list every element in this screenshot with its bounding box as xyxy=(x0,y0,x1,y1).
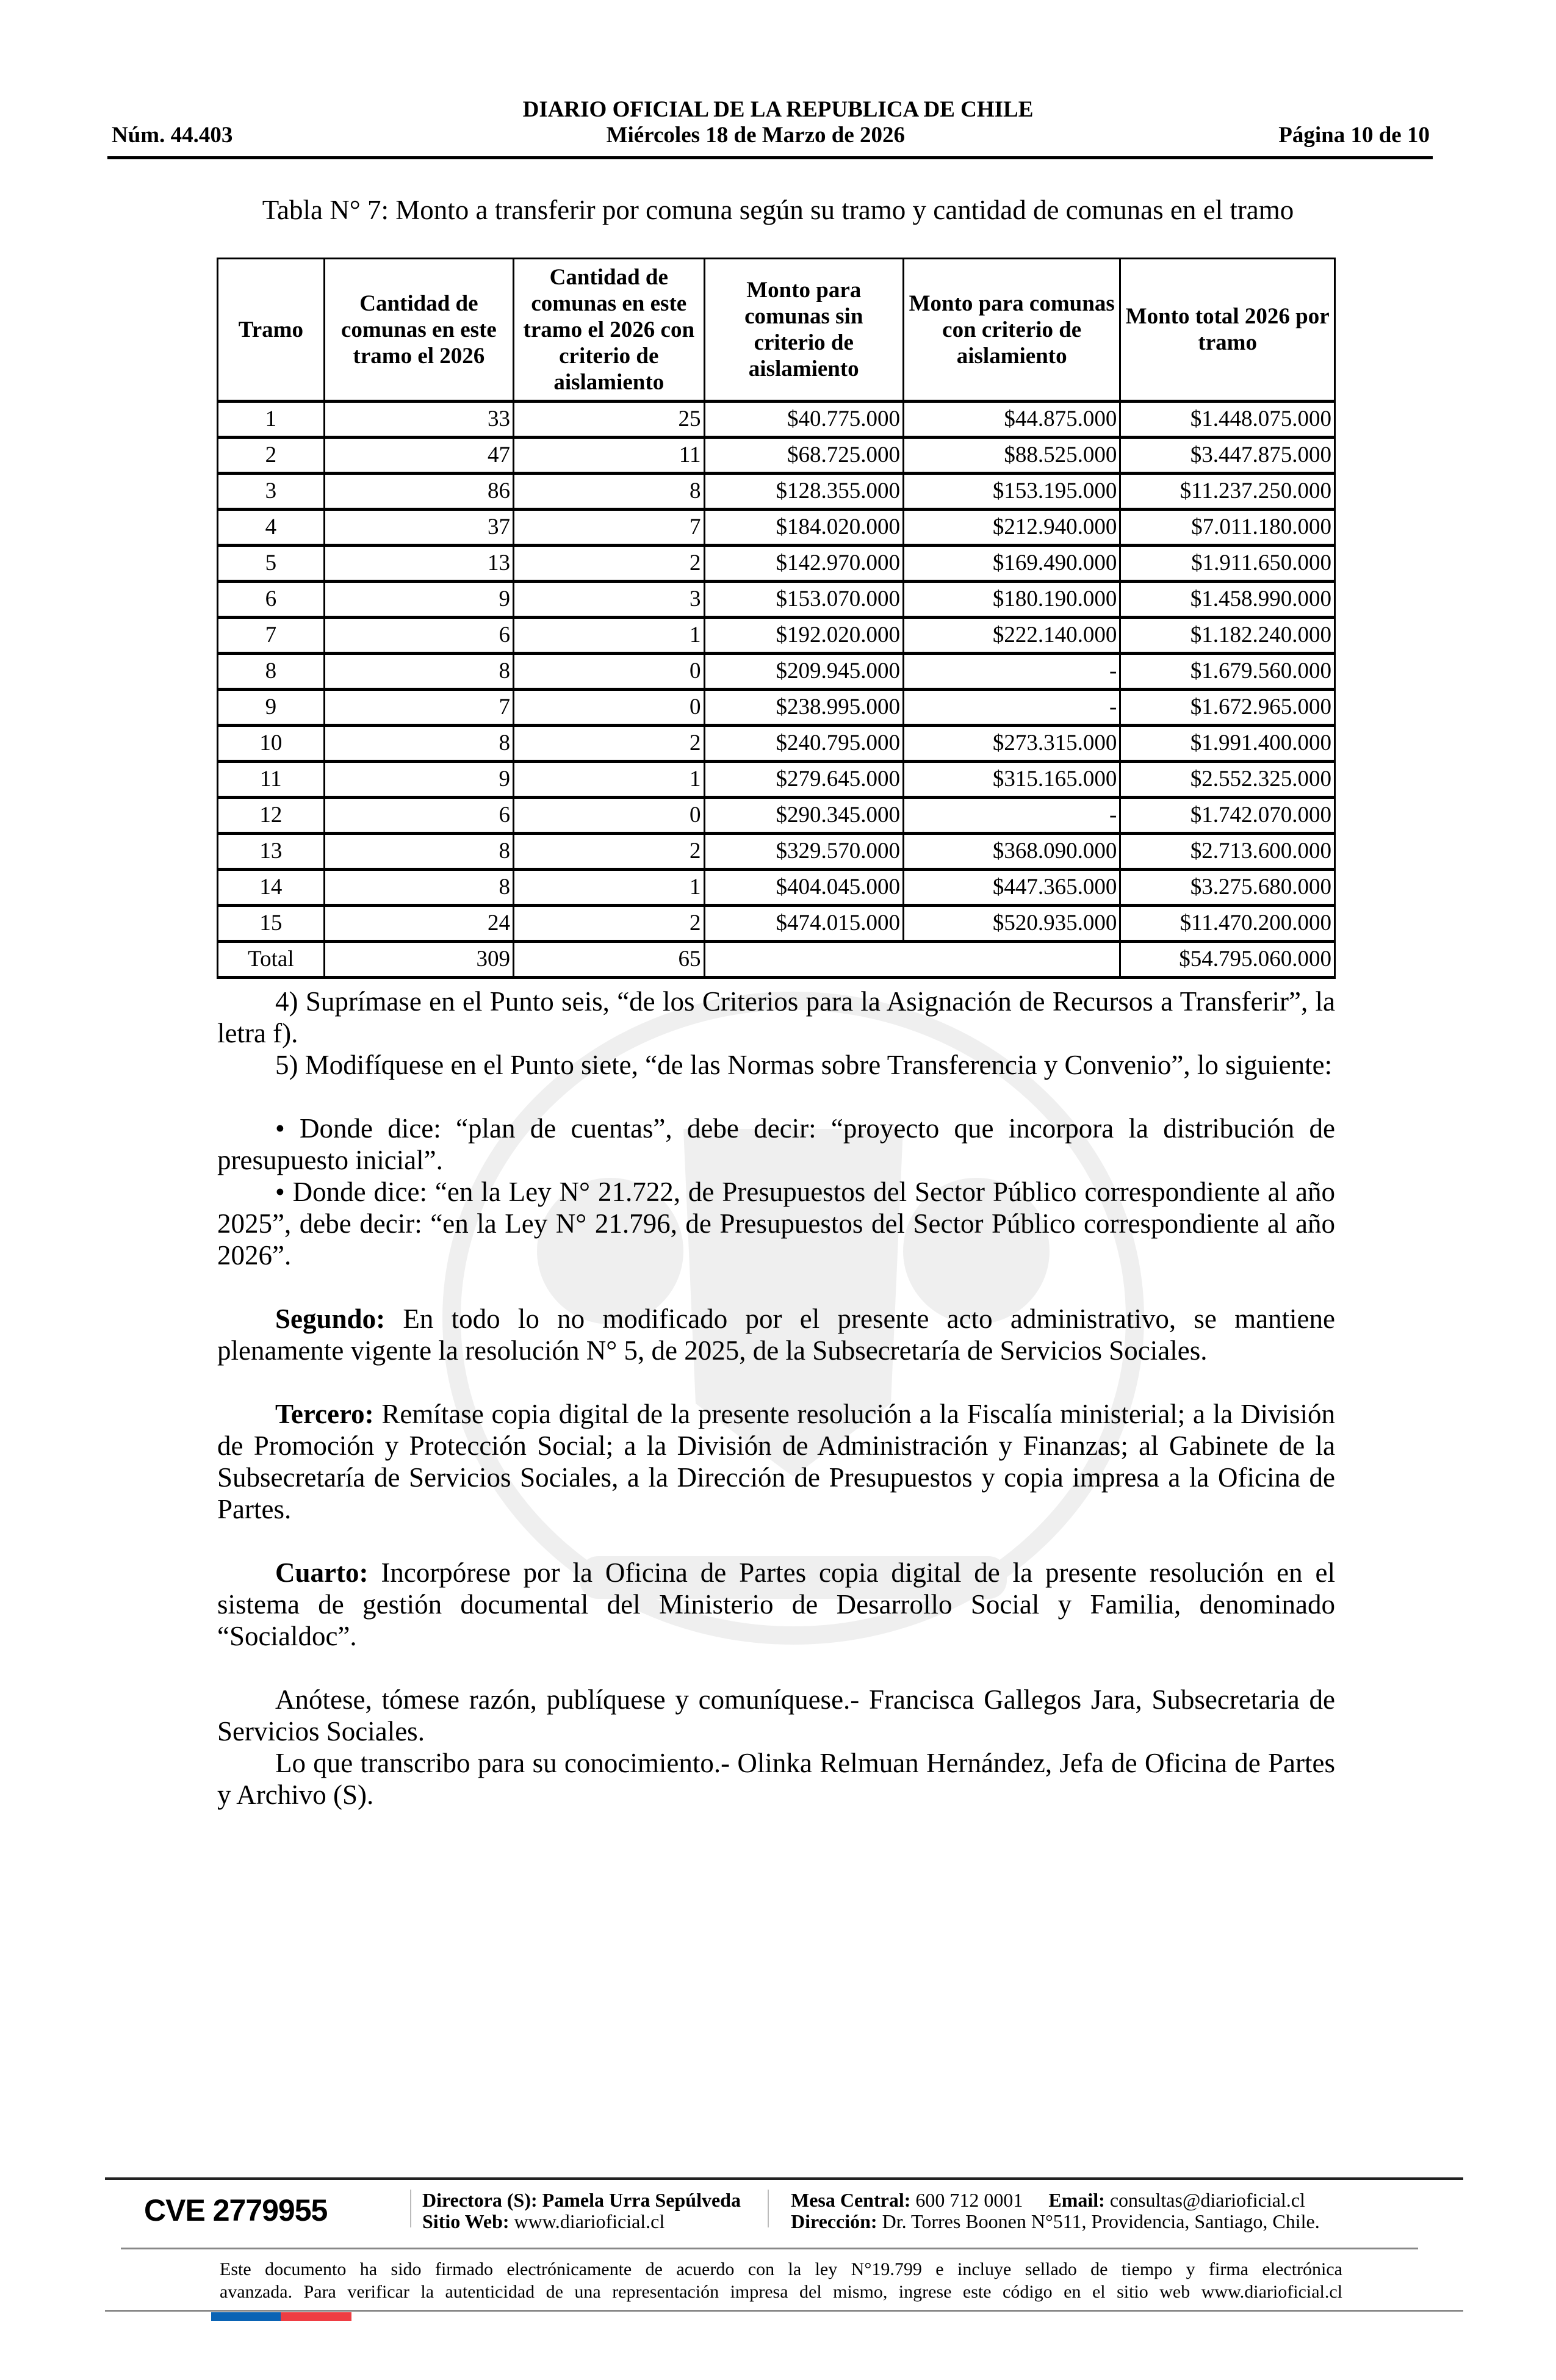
table-cell: 1 xyxy=(514,870,704,906)
table-cell: 1 xyxy=(514,618,704,654)
table-cell: $11.470.200.000 xyxy=(1120,906,1335,942)
table-cell: $447.365.000 xyxy=(904,870,1120,906)
table-cell: 6 xyxy=(218,582,325,618)
table-cell: 9 xyxy=(218,690,325,726)
table-cell: $315.165.000 xyxy=(904,762,1120,798)
table-cell: 14 xyxy=(218,870,325,906)
table-cell: 7 xyxy=(218,618,325,654)
table-cell: $273.315.000 xyxy=(904,726,1120,762)
table-row xyxy=(218,690,1335,726)
table-cell: 10 xyxy=(218,726,325,762)
table-cell: 2 xyxy=(514,546,704,582)
table-cell: 13 xyxy=(324,546,513,582)
table-cell: 86 xyxy=(324,474,513,510)
segundo-label: Segundo: xyxy=(275,1304,386,1334)
table-cell: $209.945.000 xyxy=(704,654,904,690)
table-cell: $238.995.000 xyxy=(704,690,904,726)
table-cell: 6 xyxy=(324,618,513,654)
table-cell: 8 xyxy=(218,654,325,690)
publication-title: DIARIO OFICIAL DE LA REPUBLICA DE CHILE xyxy=(522,97,1034,122)
email-link[interactable]: consultas@diarioficial.cl xyxy=(1104,2189,1305,2211)
table-cell: $40.775.000 xyxy=(704,402,904,438)
segundo-text: En todo lo no modificado por el presente acto administrativo, se mantiene plenamente vigente la resolución N° 5, de 2025, de la Subsecretaría de Servicios Sociales. xyxy=(217,1304,1335,1366)
director-label: Directora (S): xyxy=(422,2189,538,2211)
table-row xyxy=(218,510,1335,546)
header-divider xyxy=(107,156,1433,159)
table-cell: 1 xyxy=(514,762,704,798)
column-header: Monto para comunas con criterio de aislamiento xyxy=(904,259,1120,402)
table-cell: 2 xyxy=(218,438,325,474)
table-row xyxy=(218,726,1335,762)
table-cell: $1.991.400.000 xyxy=(1120,726,1335,762)
footer-separator xyxy=(410,2190,411,2227)
table-cell: $153.070.000 xyxy=(704,582,904,618)
table-cell: $279.645.000 xyxy=(704,762,904,798)
table-cell: $404.045.000 xyxy=(704,870,904,906)
table-cell: $1.672.965.000 xyxy=(1120,690,1335,726)
table-cell: $1.182.240.000 xyxy=(1120,618,1335,654)
header-row xyxy=(112,122,1430,148)
table-cell: $3.447.875.000 xyxy=(1120,438,1335,474)
table-cell: 47 xyxy=(324,438,513,474)
table-cell: 37 xyxy=(324,510,513,546)
cuarto-text: Incorpórese por la Oficina de Partes copia digital de la presente resolución en el sistema de gestión documental del Ministerio de Desarrollo Social y Familia, denominado “Socialdoc”. xyxy=(217,1557,1335,1651)
address-label: Dirección: xyxy=(791,2210,877,2232)
transfer-amounts-table xyxy=(217,258,1336,979)
cuarto-label: Cuarto: xyxy=(275,1557,369,1588)
table-cell: $180.190.000 xyxy=(904,582,1120,618)
footer-divider xyxy=(105,2177,1463,2180)
table-cell: $142.970.000 xyxy=(704,546,904,582)
table-cell: - xyxy=(904,654,1120,690)
table-cell: 1 xyxy=(218,402,325,438)
table-cell: 4 xyxy=(218,510,325,546)
table-cell: 8 xyxy=(514,474,704,510)
table-cell: 8 xyxy=(324,834,513,870)
table-cell: 7 xyxy=(324,690,513,726)
paragraph-segundo xyxy=(217,1303,1335,1366)
legal-line: Este documento ha sido firmado electrónicamente de acuerdo con la ley N°19.799 e incluye sellado de tiempo y firma electrónica xyxy=(220,2259,1342,2279)
column-header: Monto total 2026 por tramo xyxy=(1120,259,1335,402)
table-cell: $88.525.000 xyxy=(904,438,1120,474)
table-cell: $128.355.000 xyxy=(704,474,904,510)
flag-stripe-blue xyxy=(211,2312,281,2321)
table-cell: $1.742.070.000 xyxy=(1120,798,1335,834)
table-row xyxy=(218,618,1335,654)
email-label: Email: xyxy=(1048,2189,1105,2211)
electronic-signature-notice xyxy=(220,2258,1342,2303)
paragraph-item-4: 4) Suprímase en el Punto seis, “de los Criterios para la Asignación de Recursos a Transferir”, la letra f). xyxy=(217,986,1335,1048)
paragraph-item-5: 5) Modifíquese en el Punto siete, “de las Normas sobre Transferencia y Convenio”, lo siguiente: xyxy=(275,1050,1333,1080)
table-row xyxy=(218,762,1335,798)
total-monto: $54.795.060.000 xyxy=(1120,942,1335,978)
column-header: Monto para comunas sin criterio de aislamiento xyxy=(704,259,904,402)
paragraph-tercero xyxy=(217,1398,1335,1525)
footer-director-block xyxy=(422,2190,741,2232)
footer-contact-block xyxy=(791,2190,1320,2232)
column-header: Tramo xyxy=(218,259,325,402)
director-name: Pamela Urra Sepúlveda xyxy=(537,2189,741,2211)
table-cell: 0 xyxy=(514,690,704,726)
table-cell: $184.020.000 xyxy=(704,510,904,546)
table-cell: 7 xyxy=(514,510,704,546)
table-row xyxy=(218,654,1335,690)
table-cell: 8 xyxy=(324,870,513,906)
table-caption: Tabla N° 7: Monto a transferir por comuna según su tramo y cantidad de comunas en el tramo xyxy=(262,195,1294,225)
table-cell: 24 xyxy=(324,906,513,942)
table-cell: 9 xyxy=(324,762,513,798)
table-cell: - xyxy=(904,690,1120,726)
column-header: Cantidad de comunas en este tramo el 2026 con criterio de aislamiento xyxy=(514,259,704,402)
table-row xyxy=(218,906,1335,942)
tercero-text: Remítase copia digital de la presente resolución a la Fiscalía ministerial; a la División de Promoción y Protección Social; a la División de Administración y Finanzas; al Gabinete de la Subsecretaría de Servicios Sociales, a la Dirección de Presupuestos y copia impresa a la Oficina de Partes. xyxy=(217,1399,1335,1524)
legal-line: avanzada. Para verificar la autenticidad de una representación impresa del mismo, ingrese este código en el sitio web www.diarioficial.cl xyxy=(220,2282,1342,2302)
footer-separator xyxy=(768,2190,769,2227)
bullet-ley-presupuestos: • Donde dice: “en la Ley N° 21.722, de Presupuestos del Sector Público correspondiente al año 2025”, debe decir: “en la Ley N° 21.796, de Presupuestos del Sector Público correspondiente al año 2026”. xyxy=(217,1177,1335,1271)
bullet-plan-de-cuentas: • Donde dice: “plan de cuentas”, debe decir: “proyecto que incorpora la distribución de presupuesto inicial”. xyxy=(217,1113,1335,1175)
table-cell: $222.140.000 xyxy=(904,618,1120,654)
table-cell: $2.713.600.000 xyxy=(1120,834,1335,870)
table-cell: $520.935.000 xyxy=(904,906,1120,942)
transcription-note: Lo que transcribo para su conocimiento.- Olinka Relmuan Hernández, Jefa de Oficina de Partes y Archivo (S). xyxy=(217,1748,1335,1810)
table-cell: $474.015.000 xyxy=(704,906,904,942)
phone-label: Mesa Central: xyxy=(791,2189,911,2211)
address: Dr. Torres Boonen N°511, Providencia, Santiago, Chile. xyxy=(877,2210,1320,2232)
table-cell: $290.345.000 xyxy=(704,798,904,834)
table-cell: 8 xyxy=(324,726,513,762)
total-empty-cell xyxy=(704,942,1120,978)
page-number: Página 10 de 10 xyxy=(1278,123,1430,148)
table-row xyxy=(218,582,1335,618)
table-row xyxy=(218,546,1335,582)
table-cell: $212.940.000 xyxy=(904,510,1120,546)
table-cell: 2 xyxy=(514,906,704,942)
total-label: Total xyxy=(218,942,325,978)
table-cell: 33 xyxy=(324,402,513,438)
table-cell: - xyxy=(904,798,1120,834)
tercero-label: Tercero: xyxy=(275,1399,374,1429)
table-cell: 13 xyxy=(218,834,325,870)
publication-date: Miércoles 18 de Marzo de 2026 xyxy=(606,123,906,148)
table-cell: $368.090.000 xyxy=(904,834,1120,870)
resolution-body xyxy=(217,986,1335,1811)
closing-formula: Anótese, tómese razón, publíquese y comuníquese.- Francisca Gallegos Jara, Subsecretaria de Servicios Sociales. xyxy=(217,1684,1335,1747)
table-cell: $1.448.075.000 xyxy=(1120,402,1335,438)
footer-divider xyxy=(121,2248,1418,2249)
total-comunas-aislamiento: 65 xyxy=(514,942,704,978)
table-header-row xyxy=(218,259,1335,402)
table-cell: $192.020.000 xyxy=(704,618,904,654)
paragraph-cuarto xyxy=(217,1557,1335,1652)
flag-stripe-red xyxy=(281,2312,351,2321)
table-cell: $3.275.680.000 xyxy=(1120,870,1335,906)
table-cell: 5 xyxy=(218,546,325,582)
table-cell: $44.875.000 xyxy=(904,402,1120,438)
table-cell: $1.679.560.000 xyxy=(1120,654,1335,690)
table-cell: 11 xyxy=(514,438,704,474)
table-cell: 0 xyxy=(514,654,704,690)
table-cell: $153.195.000 xyxy=(904,474,1120,510)
table-cell: 2 xyxy=(514,834,704,870)
website-label: Sitio Web: xyxy=(422,2210,510,2232)
table-cell: $1.911.650.000 xyxy=(1120,546,1335,582)
table-cell: $1.458.990.000 xyxy=(1120,582,1335,618)
table-cell: 15 xyxy=(218,906,325,942)
column-header: Cantidad de comunas en este tramo el 2026 xyxy=(324,259,513,402)
table-cell: 9 xyxy=(324,582,513,618)
total-comunas: 309 xyxy=(324,942,513,978)
table-cell: $11.237.250.000 xyxy=(1120,474,1335,510)
table-cell: $329.570.000 xyxy=(704,834,904,870)
table-row xyxy=(218,834,1335,870)
table-cell: $169.490.000 xyxy=(904,546,1120,582)
footer-divider xyxy=(105,2310,1463,2312)
table-cell: 2 xyxy=(514,726,704,762)
cve-code: CVE 2779955 xyxy=(144,2193,328,2227)
table-cell: 11 xyxy=(218,762,325,798)
phone-number: 600 712 0001 xyxy=(910,2189,1023,2211)
table-cell: 0 xyxy=(514,798,704,834)
issue-number: Núm. 44.403 xyxy=(112,123,233,148)
table-row xyxy=(218,474,1335,510)
table-total-row xyxy=(218,942,1335,978)
website-link[interactable]: www.diarioficial.cl xyxy=(509,2210,665,2232)
table-cell: 25 xyxy=(514,402,704,438)
table-row xyxy=(218,870,1335,906)
table-row xyxy=(218,798,1335,834)
table-cell: 3 xyxy=(218,474,325,510)
table-cell: 6 xyxy=(324,798,513,834)
table-row xyxy=(218,438,1335,474)
table-cell: $68.725.000 xyxy=(704,438,904,474)
table-cell: 8 xyxy=(324,654,513,690)
table-cell: 3 xyxy=(514,582,704,618)
table-cell: $7.011.180.000 xyxy=(1120,510,1335,546)
table-cell: $2.552.325.000 xyxy=(1120,762,1335,798)
table-cell: 12 xyxy=(218,798,325,834)
table-row xyxy=(218,402,1335,438)
table-cell: $240.795.000 xyxy=(704,726,904,762)
